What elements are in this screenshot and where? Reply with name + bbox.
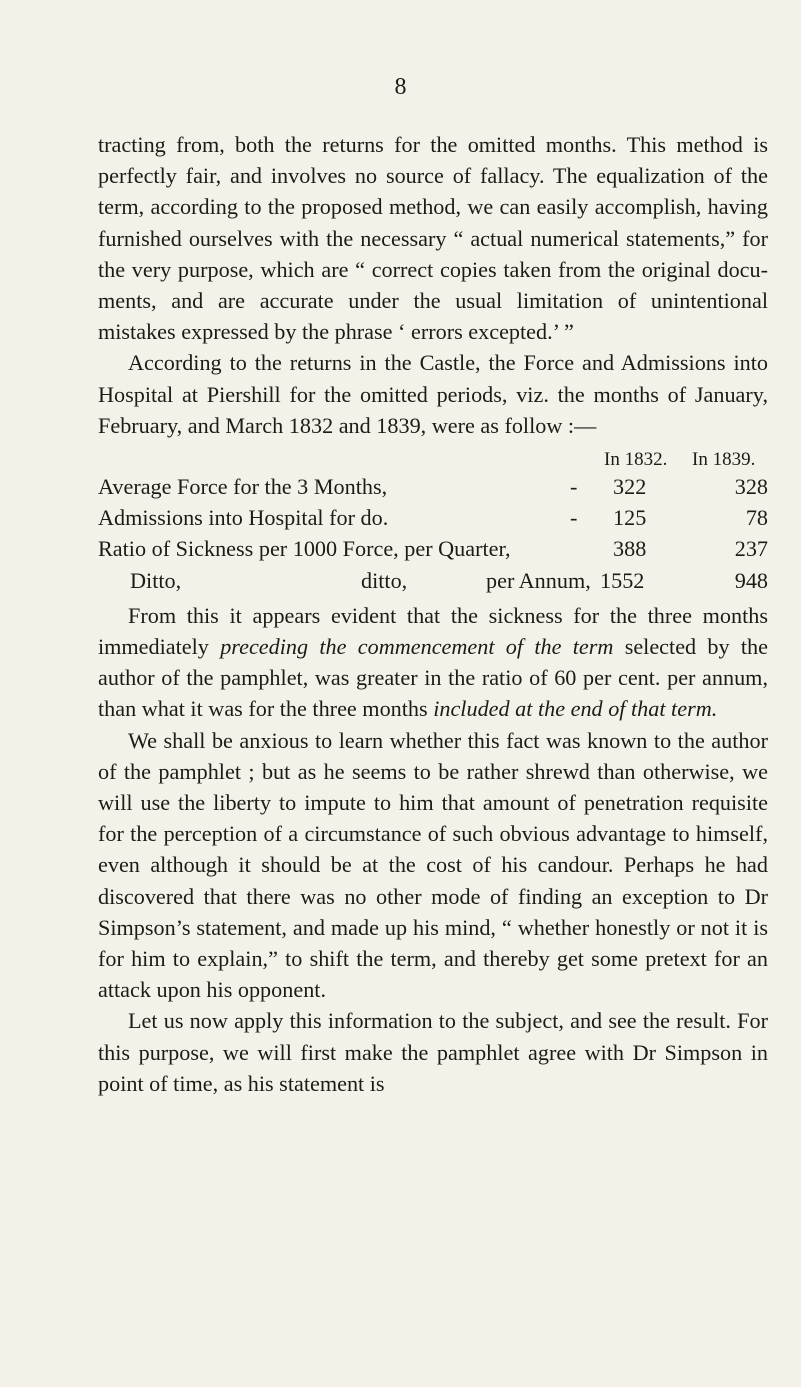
value-1832: 1552: [600, 567, 645, 593]
value-1832: 125: [613, 505, 647, 531]
paragraph-2: According to the returns in the Castle, the Force and Admissions into Hospital at Piershill for the omitted periods, viz. the months of January, February, and March 1832 and 1839, were as follow :—: [98, 350, 768, 438]
statistics-table: [98, 441, 768, 596]
table-row: [98, 533, 768, 564]
value-1839: 328: [734, 474, 768, 500]
column-header-1839: In 1839.: [692, 449, 756, 471]
row-label-ditto-2: ditto,: [361, 567, 408, 593]
table-row: [98, 502, 768, 533]
paragraph-1: tracting from, both the returns for the omitted months. This method is perfectly fair, and involves no source of fallacy. The equalization of the term, according to the proposed method, we can easily accomplish, having furnished ourselves with the necessary “ actual numerical statements,” for the very purpose, which are “ correct copies taken from the original documents, and are accurate under the usual limitation of unintentional mistakes expressed by the phrase ‘ errors excepted.’ ”: [98, 132, 768, 345]
body-text: [98, 129, 768, 1099]
paragraph-5: Let us now apply this information to the subject, and see the result. For this purpose, we will first make the pamphlet agree with Dr Simpson in point of time, as his statement is: [98, 1008, 768, 1096]
row-dash: -: [570, 505, 578, 531]
table-header: [98, 441, 768, 471]
row-label: Admissions into Hospital for do.: [98, 505, 389, 531]
row-label-per-annum: per Annum,: [486, 567, 591, 593]
row-dash: -: [570, 474, 578, 500]
column-header-1832: In 1832.: [604, 449, 668, 471]
paragraph-3-italic-1: preceding the commencement of the term: [220, 633, 614, 659]
value-1839: 948: [734, 567, 768, 593]
page-number: 8: [394, 74, 407, 100]
paragraph-3-part-2: selected by the author of the pamphlet, was greater in the ratio of 60 per cent. per annum, than what it was for the three months: [98, 633, 768, 722]
row-label-ditto: Ditto,: [130, 567, 182, 593]
paragraph-3: [98, 600, 768, 725]
paragraph-4: We shall be anxious to learn whether this fact was known to the author of the pamphlet ; but as he seems to be rather shrewd than otherwise, we will use the liberty to impute to him that amount of penetration requisite for the perception of a circumstance of such obvious advantage to himself, even although it should be at the cost of his candour. Perhaps he had discovered that there was no other mode of finding an exception to Dr Simpson’s statement, and made up his mind, “ whether honestly or not it is for him to explain,” to shift the term, and thereby get some pretext for an attack upon his opponent.: [98, 727, 768, 1003]
value-1832: 388: [613, 536, 647, 562]
value-1839: 78: [745, 505, 768, 531]
paragraph-3-italic-2: included at the end of that term.: [433, 696, 718, 722]
row-label: Ratio of Sickness per 1000 Force, per Quarter,: [98, 536, 511, 562]
table-row: [98, 565, 768, 596]
paragraph-3-part-1: From this it appears evident that the sickness for the three months immediately: [98, 602, 768, 659]
table-row: [98, 471, 768, 502]
value-1839: 237: [734, 536, 768, 562]
row-label: Average Force for the 3 Months,: [98, 474, 388, 500]
value-1832: 322: [613, 474, 647, 500]
